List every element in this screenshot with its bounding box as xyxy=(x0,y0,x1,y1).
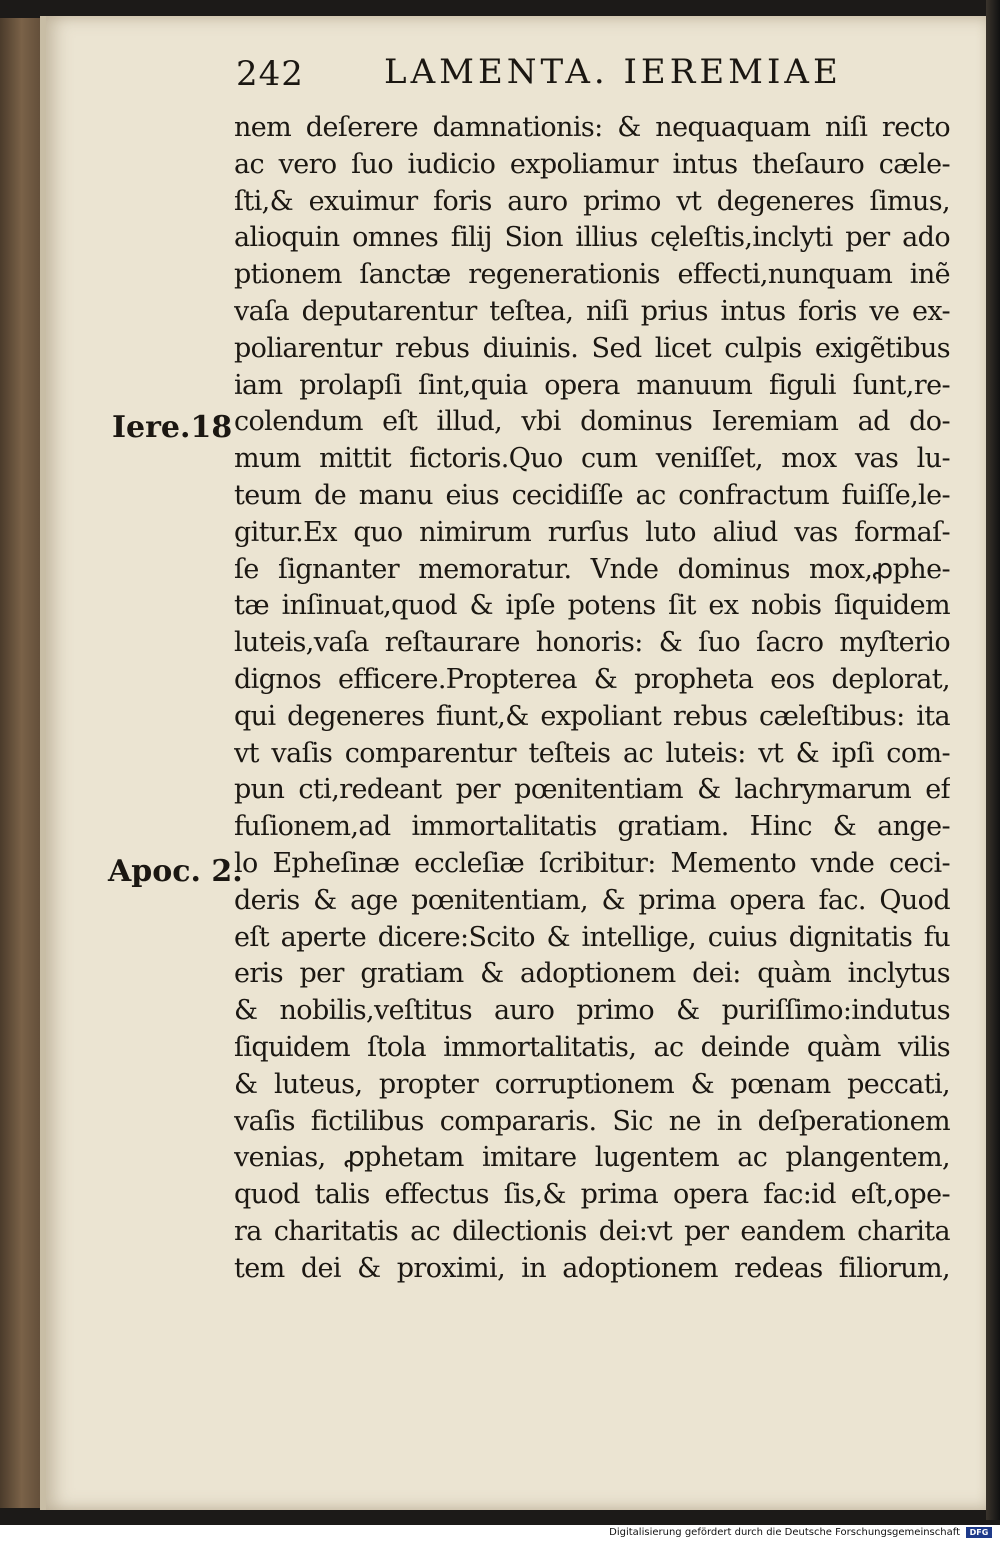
text-line: nem deſerere damnationis: & nequaquam niſi recto xyxy=(234,112,950,143)
running-head: LAMENTA. IEREMIAE xyxy=(384,52,842,92)
text-line: alioquin omnes filij Sion illius cęleſtis,inclyti per ado xyxy=(234,222,950,254)
text-line: poliarentur rebus diuinis. Sed licet culpis exigẽtibus xyxy=(234,332,950,364)
text-line: teum de manu eius cecidiſſe ac confractum fuiſſe,le- xyxy=(234,479,950,511)
text-line: vaſa deputarentur teſtea, niſi prius intus foris ve ex- xyxy=(234,295,950,327)
text-line: venias, ꝓphetam imitare lugentem ac plangentem, xyxy=(234,1142,950,1174)
text-line: pun cti,redeant per pœnitentiam & lachrymarum ef xyxy=(234,774,950,806)
text-line: ra charitatis ac dilectionis dei:vt per eandem charita xyxy=(234,1215,950,1247)
text-line: luteis,vaſa reſtaurare honoris: & ſuo ſacro myſterio xyxy=(234,627,950,659)
text-line: lo Epheſinæ eccleſiæ ſcribitur: Memento vnde ceci- xyxy=(234,847,950,879)
text-line: tæ inſinuat,quod & ipſe potens ſit ex nobis ſiquidem xyxy=(234,590,950,622)
text-line: ptionem ſanctæ regenerationis effecti,nunquam inẽ xyxy=(234,259,950,291)
text-line: quod talis effectus ſis,& prima opera fac:id eſt,ope- xyxy=(234,1179,950,1211)
text-line: ſe ſignanter memoratur. Vnde dominus mox,ꝓphe- xyxy=(234,553,950,585)
text-line: eris per gratiam & adoptionem dei: quàm inclytus xyxy=(234,958,950,990)
text-line: ſti,& exuimur foris auro primo vt degeneres ſimus, xyxy=(234,185,950,217)
dfg-logo: DFG xyxy=(966,1527,992,1538)
text-line: mum mittit fictoris.Quo cum veniſſet, mox vas lu- xyxy=(234,443,950,475)
text-line: colendum eſt illud, vbi dominus Ieremiam ad do- xyxy=(234,406,950,438)
margin-note-iere: Iere.18 xyxy=(112,410,233,445)
text-line: vt vaſis comparentur teſteis ac luteis: vt & ipſi com- xyxy=(234,737,950,769)
text-line: tem dei & proximi, in adoptionem redeas filiorum, xyxy=(234,1252,950,1284)
footer-credit: Digitalisierung gefördert durch die Deutsche Forschungsgemeinschaft xyxy=(609,1527,960,1538)
text-line: deris & age pœnitentiam, & prima opera fac. Quod xyxy=(234,884,950,916)
text-line: fuſionem,ad immortalitatis gratiam. Hinc & ange- xyxy=(234,811,950,843)
text-line: qui degeneres fiunt,& expoliant rebus cæleſtibus: ita xyxy=(234,700,950,732)
body-text xyxy=(234,110,950,1288)
margin-note-apoc: Apoc. 2. xyxy=(108,854,243,889)
page-shadow xyxy=(986,0,1000,1520)
text-line: vaſis fictilibus compararis. Sic ne in deſperationem xyxy=(234,1105,950,1137)
text-line: dignos efficere.Propterea & propheta eos deplorat, xyxy=(234,663,950,695)
text-line: gitur.Ex quo nimirum rurſus luto aliud vas formaſ- xyxy=(234,516,950,548)
text-line: eſt aperte dicere:Scito & intellige, cuius dignitatis fu xyxy=(234,921,950,953)
text-line: iam prolapſi ſint,quia opera manuum figuli ſunt,re- xyxy=(234,369,950,401)
text-line: ſiquidem ſtola immortalitatis, ac deinde quàm vilis xyxy=(234,1031,950,1063)
page-number: 242 xyxy=(236,54,304,94)
text-line: & luteus, propter corruptionem & pœnam peccati, xyxy=(234,1068,950,1100)
text-line: & nobilis,veſtitus auro primo & puriſſimo:indutus xyxy=(234,995,950,1027)
text-line: ac vero ſuo iudicio expoliamur intus theſauro cæle- xyxy=(234,148,950,180)
